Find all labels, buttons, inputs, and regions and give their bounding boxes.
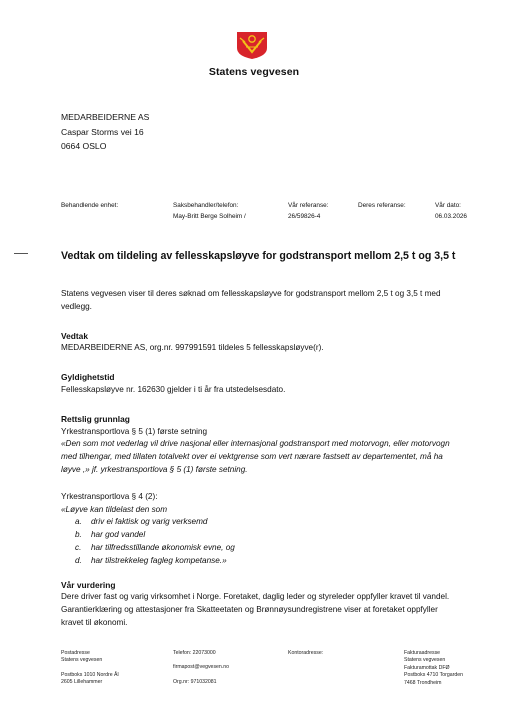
list-item: a. driv ei faktisk og varig verksemd bbox=[75, 517, 208, 527]
our-ref-label: Vår referanse: bbox=[288, 202, 329, 209]
letter-title: Vedtak om tildeling av fellesskapsløyve for godstransport mellom 2,5 t og 3,5 t bbox=[61, 250, 456, 262]
invoice-city: 7468 Trondheim bbox=[404, 679, 442, 686]
postal-name: Statens vegvesen bbox=[61, 657, 103, 664]
legal-quote-1: «Den som mot vederlag vil drive nasjonal eller internasjonal godstransport med motorvogn, eller motorvogn med tilhengar, med tillaten totalvekt over ei vektgrense som vert nærare fastsett av departementet, må ha løyve ,» jf. yrkestransportlova § 5 (1) første setning. bbox=[61, 439, 450, 474]
our-ref-value: 26/59826-4 bbox=[288, 212, 321, 220]
handler-label: Behandlende enhet: bbox=[61, 202, 119, 209]
org-name: Statens vegvesen bbox=[208, 66, 300, 78]
invoice-label: Fakturaadresse bbox=[404, 650, 441, 656]
meta-case-handler bbox=[173, 201, 246, 222]
office-label: Kontoradresse: bbox=[288, 650, 324, 656]
recipient-address bbox=[61, 110, 149, 154]
validity-text: Fellesskapsløyve nr. 162630 gjelder i ti år fra utstedelsesdato. bbox=[61, 384, 286, 394]
validity-heading: Gyldighetstid bbox=[61, 372, 115, 383]
postal-city: 2605 Lillehammer bbox=[61, 679, 103, 686]
recipient-postal: 0664 OSLO bbox=[61, 141, 107, 151]
meta-date bbox=[435, 201, 467, 222]
phone: Telefon: 22073000 bbox=[173, 650, 216, 656]
vedtak-text: MEDARBEIDERNE AS, org.nr. 997991591 tildeles 5 fellesskapsløyve(r). bbox=[61, 343, 324, 353]
list-item: b. har god vandel bbox=[75, 530, 146, 540]
orgnr: Org.nr: 971032081 bbox=[173, 678, 217, 685]
meta-their-ref bbox=[358, 201, 406, 212]
recipient-street: Caspar Storms vei 16 bbox=[61, 126, 144, 137]
assessment-text: Dere driver fast og varig virksomhet i Norge. Foretaket, daglig leder og styreleder oppfyller kravet til vandel. Garantierklæring og attestasjoner fra Skatteetaten og Brønnøysundregistrene viser at foretaket oppfyller kravet til økonomi. bbox=[61, 592, 450, 627]
legal-heading: Rettslig grunnlag bbox=[61, 413, 130, 424]
footer-office bbox=[288, 650, 323, 657]
postal-label: Postadresse bbox=[61, 650, 90, 656]
statens-vegvesen-logo-icon bbox=[234, 30, 270, 60]
date-label: Vår dato: bbox=[435, 202, 461, 209]
fold-mark bbox=[14, 253, 28, 254]
vedtak-heading: Vedtak bbox=[61, 330, 89, 341]
date-value: 06.03.2026 bbox=[435, 212, 467, 220]
case-handler-value: May-Britt Berge Solheim / bbox=[173, 212, 246, 220]
list-item: c. har tilfredsstillande økonomisk evne, og bbox=[75, 542, 235, 552]
invoice-box: Postboks 4710 Torgarden bbox=[404, 672, 464, 679]
meta-our-ref bbox=[288, 201, 329, 222]
email-link[interactable]: firmapost@vegvesen.no bbox=[173, 664, 230, 671]
their-ref-label: Deres referanse: bbox=[358, 202, 406, 209]
letter-body bbox=[61, 248, 456, 630]
invoice-receiver: Fakturamottak DFØ bbox=[404, 664, 450, 671]
legal-ref-1: Yrkestransportlova § 5 (1) første setning bbox=[61, 426, 208, 436]
meta-handler bbox=[61, 201, 118, 212]
postal-box: Postboks 1010 Nordre Ål bbox=[61, 671, 119, 678]
intro-text: Statens vegvesen viser til deres søknad om fellesskapsløyve for godstransport mellom 2,5 t og 3,5 t med vedlegg. bbox=[61, 289, 441, 311]
list-item: d. har tilstrekkeleg fagleg kompetanse.» bbox=[75, 555, 227, 565]
legal-quote-2-intro: «Løyve kan tildelast den som bbox=[61, 504, 168, 514]
case-handler-label: Saksbehandler/telefon: bbox=[173, 202, 239, 209]
footer-postal bbox=[61, 650, 119, 687]
footer-contact bbox=[173, 650, 229, 686]
invoice-name: Statens vegvesen bbox=[404, 657, 446, 664]
assessment-heading: Vår vurdering bbox=[61, 579, 116, 590]
footer-invoice bbox=[404, 650, 463, 687]
legal-list bbox=[61, 516, 456, 567]
recipient-name: MEDARBEIDERNE AS bbox=[61, 112, 150, 122]
legal-ref-2: Yrkestransportlova § 4 (2): bbox=[61, 491, 158, 501]
